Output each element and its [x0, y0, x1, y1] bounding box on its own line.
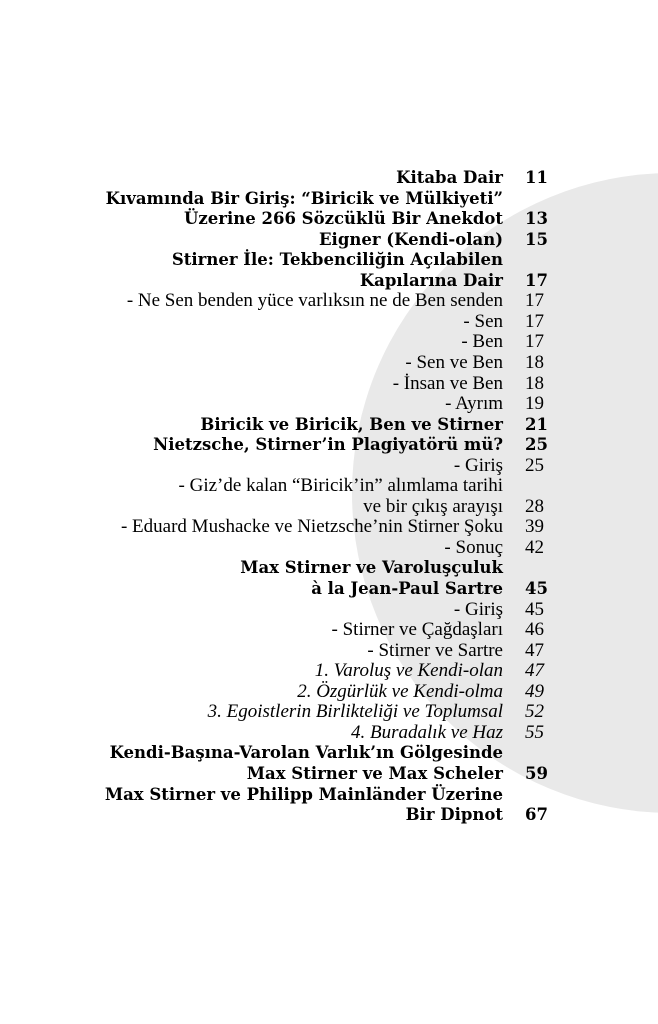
toc-entry-title: - Stirner ve Sartre [367, 639, 503, 661]
toc-entry [0, 208, 658, 230]
toc-entry-title: - Sen [463, 310, 503, 332]
toc-entry-title: - İnsan ve Ben [392, 372, 503, 394]
toc-entry-title: - Ben [461, 331, 503, 353]
toc-entry [0, 167, 658, 189]
toc-entry-title: Kıvamında Bir Giriş: “Biricik ve Mülkiyeti” [105, 188, 503, 208]
toc-entry-title: ve bir çıkış arayışı [363, 495, 503, 517]
toc-entry [0, 557, 658, 579]
toc-entry-page: 28 [525, 495, 544, 517]
toc-entry-title: à la Jean-Paul Sartre [311, 579, 503, 598]
toc-entry-title: - Giriş [453, 454, 503, 476]
toc-entry-page: 39 [525, 516, 544, 538]
toc-entry [0, 229, 658, 251]
toc-entry-title: Stirner İle: Tekbenciliğin Açılabilen [171, 250, 503, 270]
toc-entry-page: 59 [525, 763, 548, 783]
toc-entry-title: Max Stirner ve Max Scheler [246, 763, 503, 783]
toc-entry-title: - Ne Sen benden yüce varlıksın ne de Ben senden [126, 290, 503, 312]
toc-entry [0, 249, 658, 271]
toc-entry-page: 42 [525, 536, 544, 558]
toc-entry-page: 21 [525, 414, 548, 434]
toc-entry-page: 25 [525, 435, 548, 455]
toc-entry [0, 660, 658, 682]
toc-entry [0, 311, 658, 333]
toc-entry-page: 52 [525, 701, 544, 723]
toc-entry [0, 681, 658, 703]
toc-entry [0, 393, 658, 415]
toc-entry [0, 352, 658, 374]
toc-entry-page: 18 [525, 351, 544, 373]
toc-entry-page: 18 [525, 372, 544, 394]
toc-entry-page: 49 [525, 680, 544, 702]
toc-entry-page: 11 [525, 168, 548, 187]
toc-entry-title: Biricik ve Biricik, Ben ve Stirner [200, 414, 503, 434]
toc-entry-page: 55 [525, 721, 544, 743]
toc-entry [0, 188, 658, 210]
toc-entry-title: - Ayrım [445, 393, 503, 415]
toc-entry [0, 373, 658, 395]
toc-entry-title: Bir Dipnot [405, 805, 503, 825]
toc-entry [0, 270, 658, 292]
toc-entry-title: Kitaba Dair [396, 168, 503, 187]
toc-entry-title: Üzerine 266 Sözcüklü Bir Anekdot [184, 209, 503, 229]
toc-entry-page: 25 [525, 454, 544, 476]
toc-entry-page: 47 [525, 639, 544, 661]
toc-entry-title: 2. Özgürlük ve Kendi-olma [297, 680, 503, 702]
toc-entry-title: 4. Buradalık ve Haz [351, 721, 503, 743]
toc-entry [0, 475, 658, 497]
toc-entry-page: 47 [525, 660, 544, 682]
toc-entry [0, 804, 658, 826]
toc-entry [0, 434, 658, 456]
toc-entry-title: Max Stirner ve Philipp Mainländer Üzerine [104, 784, 503, 804]
toc-entry [0, 455, 658, 477]
toc-entry-page: 17 [525, 310, 544, 332]
toc-entry [0, 537, 658, 559]
toc-entry [0, 784, 658, 806]
toc-entry-page: 17 [525, 290, 544, 312]
toc-entry [0, 763, 658, 785]
toc-entry [0, 516, 658, 538]
toc-entry-title: Max Stirner ve Varoluşçuluk [240, 558, 503, 578]
toc-entry-title: - Eduard Mushacke ve Nietzsche’nin Stirner Şoku [120, 516, 503, 538]
toc-entry [0, 619, 658, 641]
toc-entry-page: 45 [525, 598, 544, 620]
toc-entry-title: 1. Varoluş ve Kendi-olan [314, 660, 503, 682]
toc-entry [0, 701, 658, 723]
toc-entry-page: 15 [525, 229, 548, 249]
toc-entry-page: 67 [525, 805, 548, 825]
toc-entry-title: - Giz’de kalan “Biricik’in” alımlama tarihi [178, 475, 503, 497]
toc-entry [0, 578, 658, 600]
toc-entry-title: - Stirner ve Çağdaşları [331, 619, 503, 641]
toc-entry-title: Nietzsche, Stirner’in Plagiyatörü mü? [153, 435, 503, 455]
toc-entry-page: 45 [525, 579, 548, 598]
toc-entry [0, 290, 658, 312]
toc-entry [0, 496, 658, 518]
toc-entry [0, 640, 658, 662]
toc-entry-title: - Giriş [453, 598, 503, 620]
toc-entry-title: - Sen ve Ben [405, 351, 503, 373]
toc-entry-title: - Sonuç [444, 536, 503, 558]
toc-entry-page: 19 [525, 393, 544, 415]
toc-entry-page: 46 [525, 619, 544, 641]
toc-entry [0, 722, 658, 744]
toc-entry [0, 742, 658, 764]
toc-entry-page: 13 [525, 209, 548, 229]
toc-entry-title: Kapılarına Dair [359, 270, 503, 290]
toc-entry [0, 414, 658, 436]
toc-entry-page: 17 [525, 270, 548, 290]
toc-entry-title: Kendi-Başına-Varolan Varlık’ın Gölgesinde [109, 743, 503, 763]
toc-entry-title: 3. Egoistlerin Birlikteliği ve Toplumsal [207, 701, 503, 723]
toc-entry-page: 17 [525, 331, 544, 353]
toc-entry [0, 331, 658, 353]
toc-entry-title: Eigner (Kendi-olan) [318, 229, 503, 249]
toc-entry [0, 599, 658, 621]
